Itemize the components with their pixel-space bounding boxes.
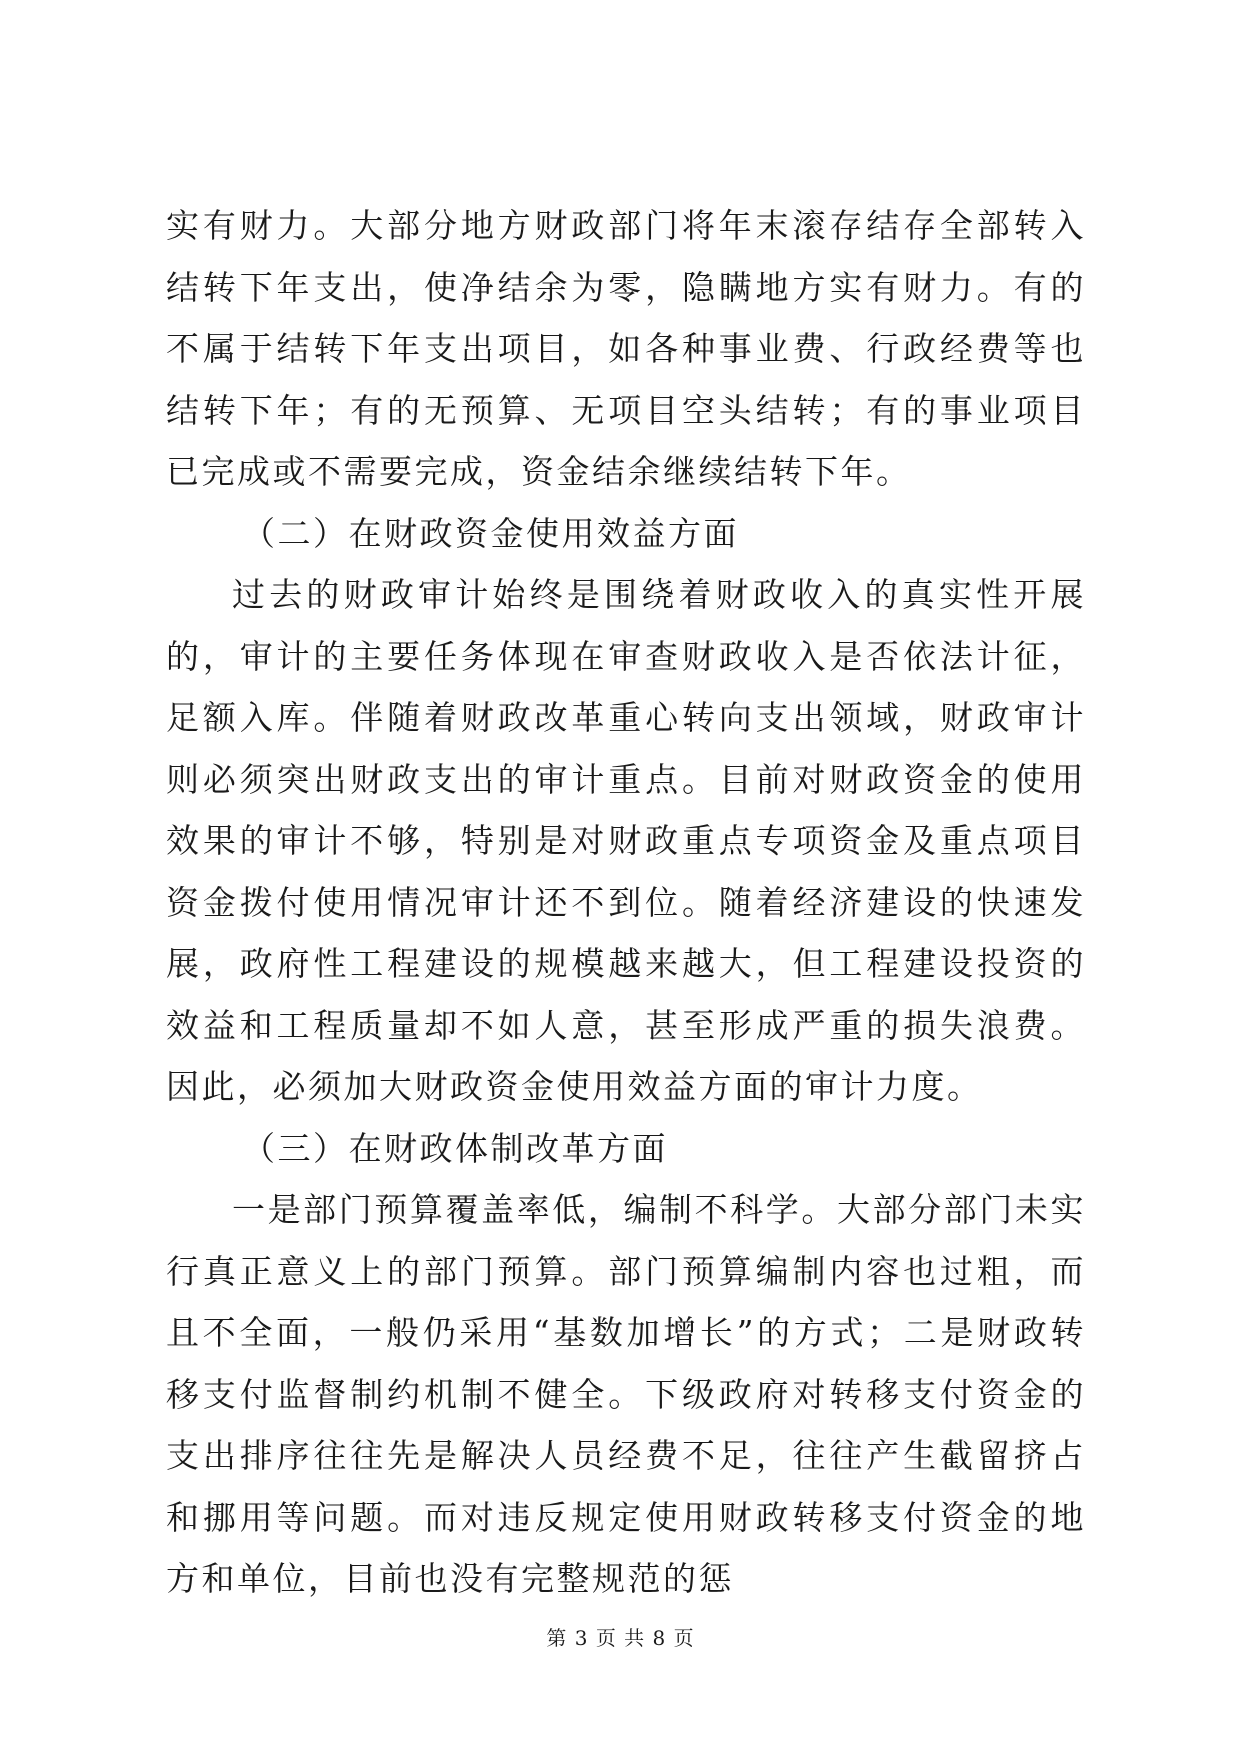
paragraph-continuation: 实有财力。大部分地方财政部门将年末滚存结存全部转入结转下年支出，使净结余为零，隐瞒地方实有财力。有的不属于结转下年支出项目，如各种事业费、行政经费等也结转下年；有的无预算、无项目空头结转；有的事业项目已完成或不需要完成，资金结余继续结转下年。	[166, 206, 1086, 491]
paragraph-efficiency: 过去的财政审计始终是围绕着财政收入的真实性开展的，审计的主要任务体现在审查财政收入是否依法计征，足额入库。伴随着财政改革重心转向支出领域，财政审计则必须突出财政支出的审计重点。目前对财政资金的使用效果的审计不够，特别是对财政重点专项资金及重点项目资金拨付使用情况审计还不到位。随着经济建设的快速发展，政府性工程建设的规模越来越大，但工程建设投资的效益和工程质量却不如人意，甚至形成严重的损失浪费。因此，必须加大财政资金使用效益方面的审计力度。	[166, 575, 1086, 1106]
paragraph-reform: 一是部门预算覆盖率低，编制不科学。大部分部门未实行真正意义上的部门预算。部门预算编制内容也过粗，而且不全面，一般仍采用“基数加增长”的方式；二是财政转移支付监督制约机制不健全。下级政府对转移支付资金的支出排序往往先是解决人员经费不足，往往产生截留挤占和挪用等问题。而对违反规定使用财政转移支付资金的地方和单位，目前也没有完整规范的惩	[166, 1190, 1086, 1598]
section-heading-3: （三）在财政体制改革方面	[242, 1128, 668, 1168]
page-number-footer: 第 3 页 共 8 页	[546, 1626, 695, 1650]
document-body	[166, 195, 1086, 1610]
section-heading-2: （二）在财政资金使用效益方面	[242, 513, 739, 553]
